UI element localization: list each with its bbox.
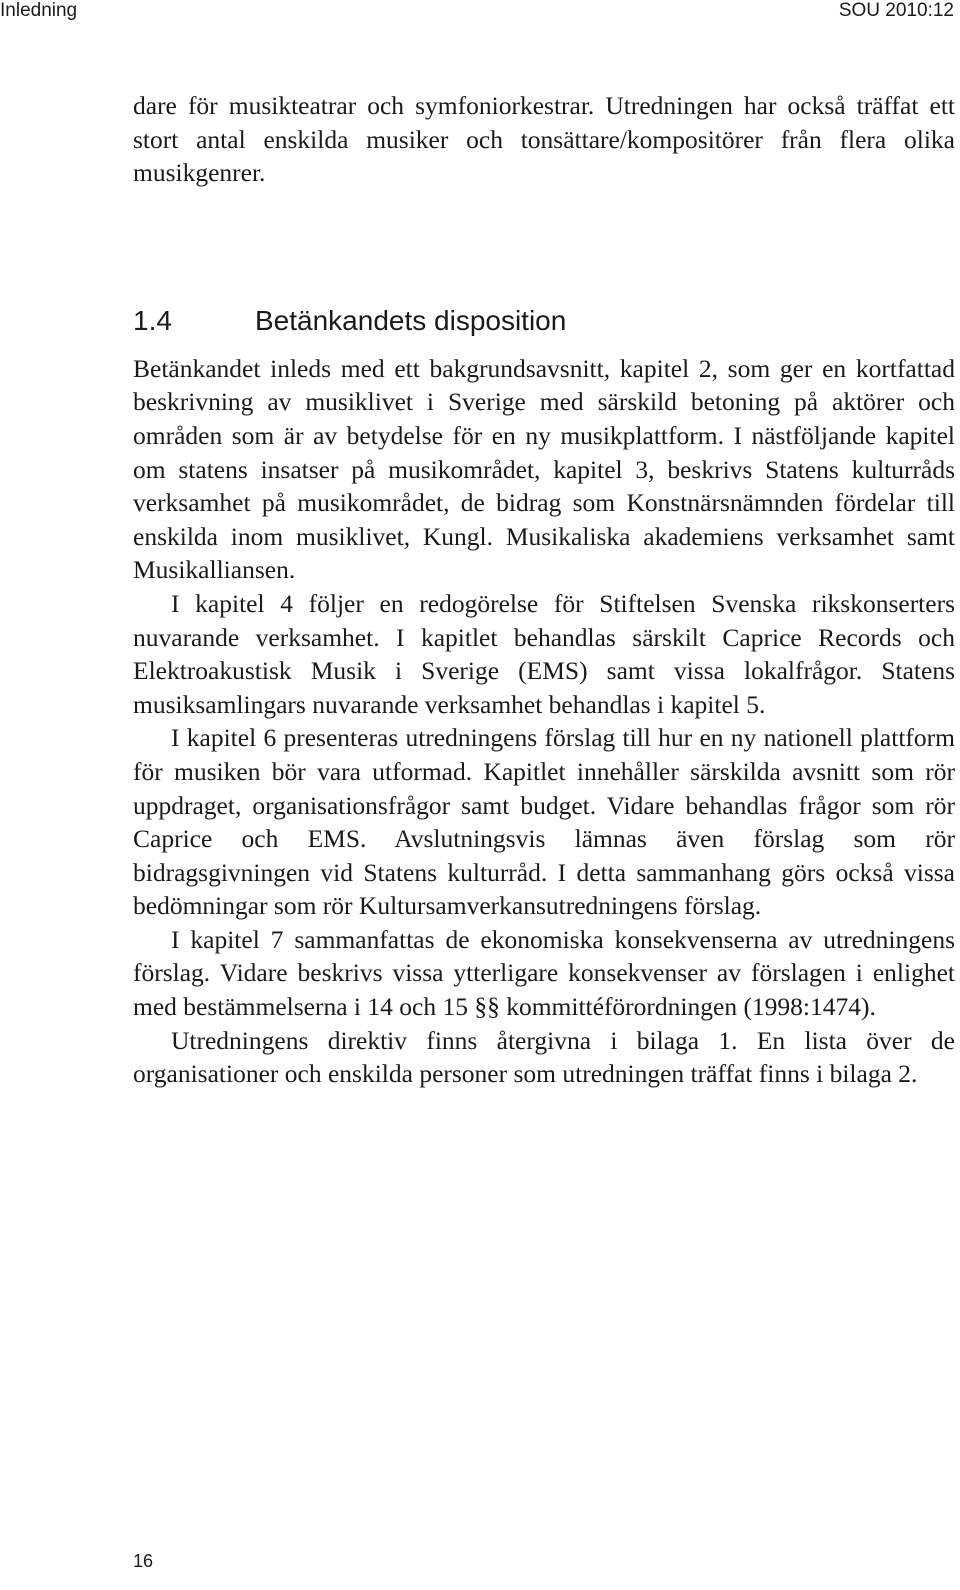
running-head-report-id: SOU 2010:12 — [838, 0, 954, 21]
paragraph-chapter-7: I kapitel 7 sammanfattas de ekonomiska konsekvenserna av utredningens förslag. Vidare beskrivs vissa ytterligare konsekvenser av förslagen i enlighet med bestämmelserna i 14 och 15 §§ kommittéförordningen (1998:1474). — [133, 924, 955, 1022]
section-number: 1.4 — [133, 304, 172, 336]
paragraph-chapter-6: I kapitel 6 presenteras utredningens förslag till hur en ny nationell plattform för musiken bör vara utformad. Kapitlet innehåller särskilda avsnitt som rör uppdraget, organisationsfrågor samt budget. Vidare behandlas frågor som rör Caprice och EMS. Avslutningsvis lämnas även förslag som rör bidragsgivningen vid Statens kulturråd. I detta sammanhang görs också vissa bedömningar som rör Kultursamverkansutredningens förslag. — [133, 723, 955, 921]
running-head — [0, 0, 960, 22]
section-title: Betänkandets disposition — [255, 304, 567, 336]
paragraph-appendices: Utredningens direktiv finns återgivna i bilaga 1. En lista över de organisationer och enskilda personer som utredningen träffat finns i bilaga 2. — [133, 1025, 955, 1089]
intro-paragraph: dare för musikteatrar och symfoniorkestrar. Utredningen har också träffat ett stort antal enskilda musiker och tonsättare/kompositörer från flera olika musikgenrer. — [133, 91, 955, 188]
running-head-chapter: Inledning — [0, 0, 78, 21]
body-text — [133, 89, 955, 1091]
paragraph-overview: Betänkandet inleds med ett bakgrundsavsnitt, kapitel 2, som ger en kortfattad beskrivning av musiklivet i Sverige med särskild betoning på aktörer och områden som är av betydelse för en ny musikplattform. I nästföljande kapitel om statens insatser på musikområdet, kapitel 3, beskrivs Statens kulturråds verksamhet på musikområdet, de bidrag som Konstnärsnämnden fördelar till enskilda inom musiklivet, Kungl. Musikaliska akademiens verksamhet samt Musikalliansen. — [133, 353, 955, 585]
section-heading — [133, 304, 955, 338]
paragraph-chapter-4-5: I kapitel 4 följer en redogörelse för Stiftelsen Svenska rikskonserters nuvarande verksamhet. I kapitlet behandlas särskilt Caprice Records och Elektroakustisk Musik i Sverige (EMS) samt vissa lokalfrågor. Statens musiksamlingars nuvarande verksamhet behandlas i kapitel 5. — [133, 588, 955, 719]
page-number: 16 — [133, 1551, 154, 1571]
